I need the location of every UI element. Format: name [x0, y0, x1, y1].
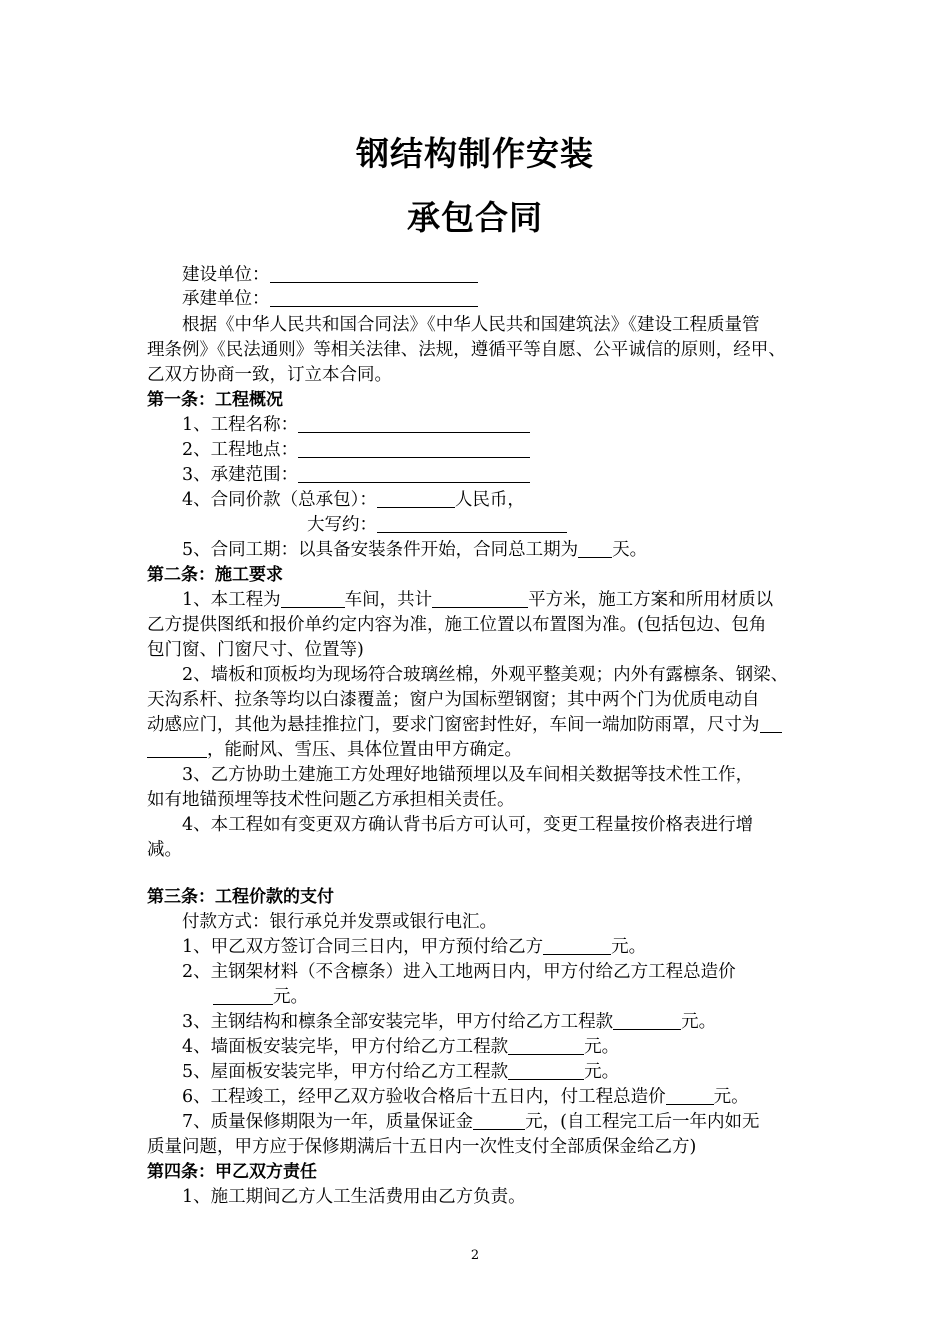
req-1-text-a: 1、本工程为: [182, 590, 281, 610]
payment-4-blank[interactable]: [508, 1035, 584, 1055]
canopy-size-blank-a[interactable]: [760, 713, 782, 733]
payment-6-text: 6、工程竣工，经甲乙双方验收合格后十五日内，付工程总造价: [182, 1087, 666, 1107]
req-1-text-b: 车间，共计: [344, 590, 433, 610]
area-blank[interactable]: [432, 588, 528, 608]
payment-7-text: 7、质量保修期限为一年，质量保证金: [182, 1112, 474, 1132]
payment-6-unit: 元。: [713, 1087, 749, 1107]
project-name-blank[interactable]: [298, 413, 530, 433]
contract-price-suffix: 人民币，: [454, 490, 525, 510]
contract-period-line: [182, 538, 847, 562]
project-scope-blank[interactable]: [298, 463, 530, 483]
payment-1-unit: 元。: [611, 937, 647, 957]
preamble-line-3: 乙双方协商一致，订立本合同。: [147, 365, 392, 385]
project-location-line: [182, 438, 847, 462]
owner-line: [182, 263, 847, 287]
article-4-heading: 第四条：甲乙双方责任: [147, 1162, 317, 1182]
payment-7-line: [182, 1110, 847, 1134]
article-2-heading: 第二条：施工要求: [147, 565, 283, 585]
req-1-line-2: 乙方提供图纸和报价单约定内容为准，施工位置以布置图为准。(包括包边、包角: [147, 615, 767, 635]
req-2-line-1: 2、墙板和顶板均为现场符合玻璃丝棉，外观平整美观；内外有露檩条、钢梁、: [182, 665, 789, 685]
payment-4-unit: 元。: [584, 1037, 620, 1057]
payment-1-text: 1、甲乙双方签订合同三日内，甲方预付给乙方: [182, 937, 544, 957]
document-title: 钢结构制作安装: [356, 134, 594, 173]
project-scope-label: 3、承建范围：: [182, 465, 299, 485]
payment-6-blank[interactable]: [666, 1085, 714, 1105]
payment-4-text: 4、墙面板安装完毕，甲方付给乙方工程款: [182, 1037, 509, 1057]
preamble-line-1: 根据《中华人民共和国合同法》《中华人民共和国建筑法》《建设工程质量管: [182, 315, 760, 335]
article-1-heading: 第一条：工程概况: [147, 390, 283, 410]
req-1-text-c: 平方米，施工方案和所用材质以: [528, 590, 774, 610]
project-name-line: [182, 413, 847, 437]
payment-1-line: [182, 935, 847, 959]
payment-2-line: 2、主钢架材料（不含檩条）进入工地两日内，甲方付给乙方工程总造价: [182, 962, 736, 982]
payment-7-line-2: 质量问题，甲方应于保修期满后十五日内一次性支付全部质保金给乙方): [147, 1137, 697, 1157]
article-3-heading: 第三条：工程价款的支付: [147, 887, 334, 907]
payment-2-blank[interactable]: [213, 985, 273, 1005]
payment-3-line: [182, 1010, 847, 1034]
payment-3-unit: 元。: [681, 1012, 717, 1032]
payment-6-line: [182, 1085, 847, 1109]
payment-2-line-2: [213, 985, 878, 1009]
req-4-line-2: 减。: [147, 840, 182, 860]
responsibility-1: 1、施工期间乙方人工生活费用由乙方负责。: [182, 1187, 526, 1207]
req-3-line-1: 3、乙方协助土建施工方处理好地锚预埋以及车间相关数据等技术性工作，: [182, 765, 754, 785]
contract-period-suffix: 天。: [612, 540, 648, 560]
project-location-label: 2、工程地点：: [182, 440, 299, 460]
payment-3-text: 3、主钢结构和檩条全部安装完毕，甲方付给乙方工程款: [182, 1012, 614, 1032]
project-name-label: 1、工程名称：: [182, 415, 299, 435]
payment-1-blank[interactable]: [543, 935, 611, 955]
req-3-line-2: 如有地锚预埋等技术性问题乙方承担相关责任。: [147, 790, 515, 810]
contract-period-text: 5、合同工期：以具备安装条件开始，合同总工期为: [182, 540, 579, 560]
contract-period-blank[interactable]: [578, 538, 612, 558]
req-2-text-end: ，能耐风、雪压、具体位置由甲方确定。: [207, 740, 522, 760]
payment-5-unit: 元。: [584, 1062, 620, 1082]
owner-label: 建设单位：: [182, 265, 270, 285]
payment-5-line: [182, 1060, 847, 1084]
payment-method: 付款方式：银行承兑并发票或银行电汇。: [182, 912, 497, 932]
page-number: 2: [470, 1248, 480, 1263]
preamble-line-2: 理条例》《民法通则》等相关法律、法规，遵循平等自愿、公平诚信的原则，经甲、: [147, 340, 786, 360]
contract-price-label: 4、合同价款（总承包）：: [182, 490, 377, 510]
req-2-line-2: 天沟系杆、拉条等均以白漆覆盖；窗户为国标塑钢窗；其中两个门为优质电动自: [147, 690, 760, 710]
project-location-blank[interactable]: [298, 438, 530, 458]
document-subtitle: 承包合同: [407, 198, 543, 237]
payment-3-blank[interactable]: [613, 1010, 681, 1030]
payment-2-unit: 元。: [273, 987, 308, 1007]
contractor-line: [182, 287, 847, 311]
contract-price-blank[interactable]: [377, 488, 455, 508]
warranty-deposit-blank[interactable]: [473, 1110, 525, 1130]
req-2-line-4: [147, 738, 812, 762]
req-1-line-3: 包门窗、门窗尺寸、位置等): [147, 640, 364, 660]
req-2-text: 动感应门，其他为悬挂推拉门，要求门窗密封性好，车间一端加防雨罩，尺寸为: [147, 715, 760, 735]
price-uppercase-label: 大写约：: [307, 515, 377, 535]
payment-4-line: [182, 1035, 847, 1059]
canopy-size-blank-b[interactable]: [147, 738, 207, 758]
workshop-blank[interactable]: [281, 588, 345, 608]
req-2-line-3: [147, 713, 812, 737]
contract-price-line: [182, 488, 847, 512]
contractor-label: 承建单位：: [182, 289, 270, 309]
owner-blank[interactable]: [270, 263, 478, 283]
req-4-line-1: 4、本工程如有变更双方确认背书后方可认可，变更工程量按价格表进行增: [182, 815, 754, 835]
project-scope-line: [182, 463, 847, 487]
contractor-blank[interactable]: [270, 287, 478, 307]
payment-7-text-b: 元，(自工程完工后一年内如无: [525, 1112, 760, 1132]
payment-5-text: 5、屋面板安装完毕，甲方付给乙方工程款: [182, 1062, 509, 1082]
payment-5-blank[interactable]: [508, 1060, 584, 1080]
req-1-line-1: [182, 588, 847, 612]
price-uppercase-line: [307, 513, 950, 537]
price-uppercase-blank[interactable]: [377, 513, 567, 533]
